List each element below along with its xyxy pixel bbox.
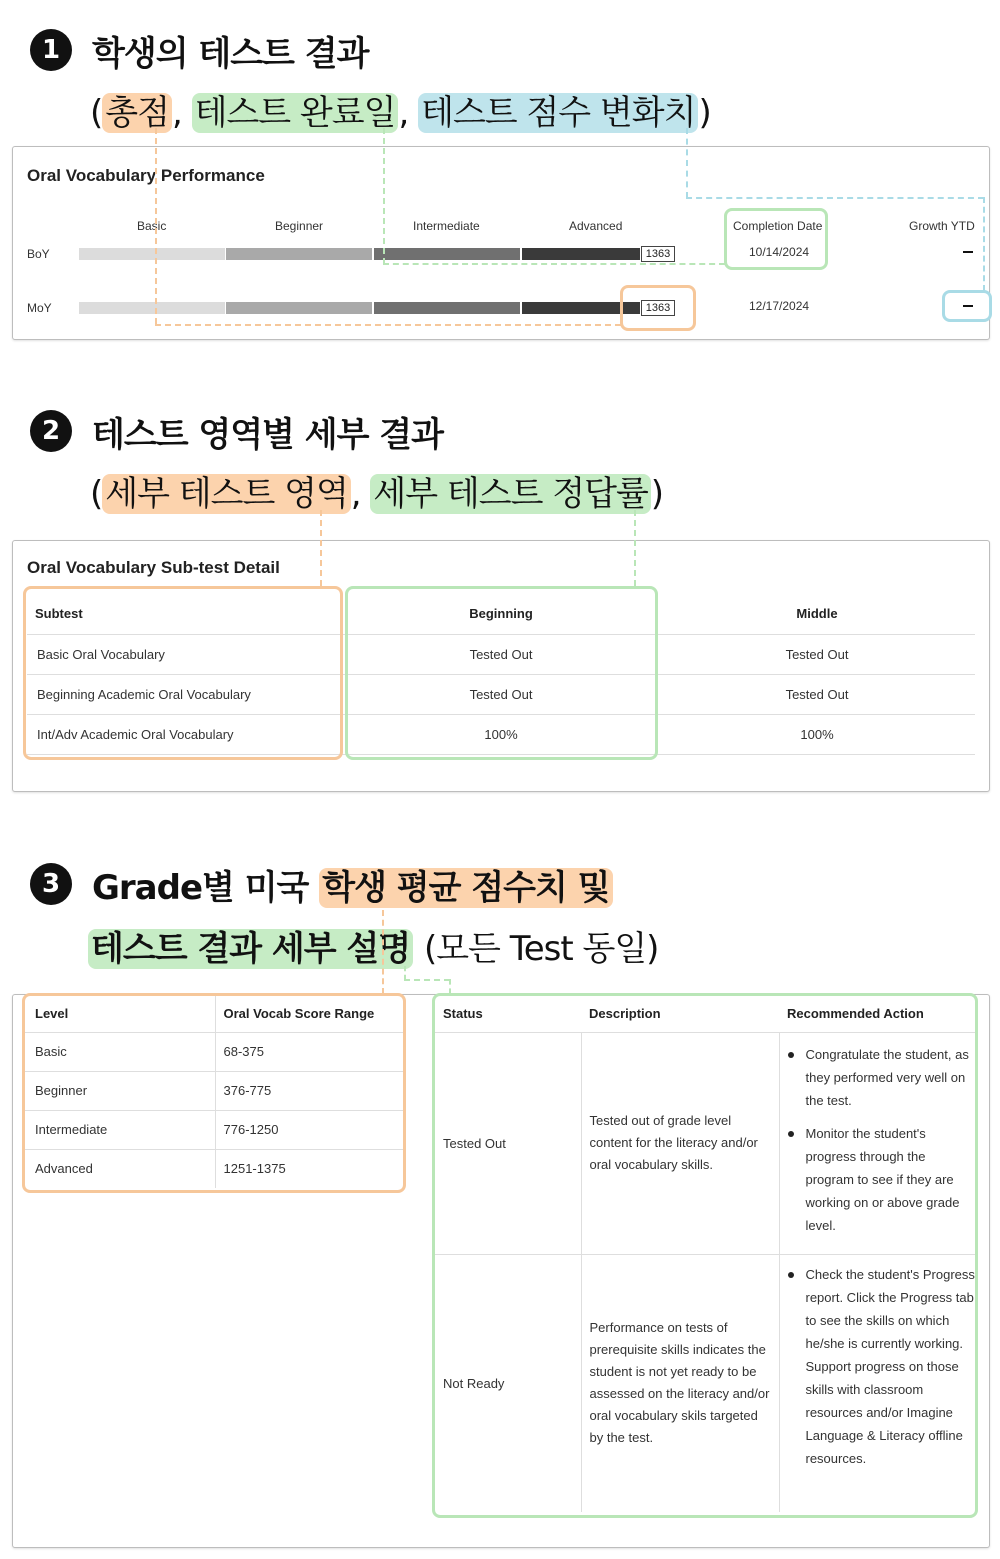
bar-segment-beginner bbox=[226, 248, 372, 260]
bar-segment-beginner bbox=[226, 302, 372, 314]
bar-segment-advanced bbox=[522, 302, 640, 314]
recommended-action bbox=[779, 1254, 975, 1512]
section-1-subtitle bbox=[90, 85, 711, 134]
subtest-middle-result: Tested Out bbox=[785, 646, 849, 662]
bar-segment-advanced bbox=[522, 248, 640, 260]
subtest-panel bbox=[12, 540, 990, 792]
row-label-boy: BoY bbox=[27, 247, 50, 261]
status-description: Tested out of grade level content for the literacy and/or oral vocabulary skills. bbox=[581, 1032, 779, 1254]
header-recommended-action: Recommended Action bbox=[787, 1006, 924, 1022]
section-3-title-prefix: Grade별 미국 bbox=[92, 868, 320, 908]
performance-title: Oral Vocabulary Performance bbox=[27, 166, 265, 185]
bar-segment-intermediate bbox=[374, 248, 520, 260]
subtest-beginning-result: 100% bbox=[484, 726, 518, 742]
highlight-grade-average: 학생 평균 점수치 및 bbox=[319, 868, 612, 908]
bar-segment-basic bbox=[79, 248, 225, 260]
highlight-score-change: 테스트 점수 변화치 bbox=[418, 93, 698, 133]
subtest-beginning-result: Tested Out bbox=[469, 646, 533, 662]
paren-close: ) bbox=[698, 93, 711, 133]
level-label-intermediate: Intermediate bbox=[413, 219, 480, 233]
highlight-subtest-area: 세부 테스트 영역 bbox=[102, 474, 351, 514]
section-1-title: 학생의 테스트 결과 bbox=[92, 34, 369, 74]
level-label-beginner: Beginner bbox=[275, 219, 324, 233]
connector-line bbox=[449, 979, 451, 994]
table-row bbox=[25, 1071, 403, 1110]
subtest-middle-result: 100% bbox=[800, 726, 834, 742]
action-list bbox=[780, 1263, 976, 1470]
status-value: Not Ready bbox=[435, 1254, 581, 1512]
subtest-name: Beginning Academic Oral Vocabulary bbox=[37, 686, 251, 702]
highlight-result-description: 테스트 결과 세부 설명 bbox=[88, 929, 413, 969]
header-score-range: Oral Vocab Score Range bbox=[223, 1006, 375, 1022]
subtest-name: Int/Adv Academic Oral Vocabulary bbox=[37, 726, 234, 742]
section-1-number: 1 bbox=[30, 29, 72, 71]
level-range: 1251-1375 bbox=[223, 1161, 286, 1177]
row-label-moy: MoY bbox=[27, 301, 52, 315]
header-level: Level bbox=[25, 996, 215, 1032]
header-description: Description bbox=[589, 1006, 661, 1022]
paren-open: ( bbox=[90, 474, 103, 514]
table-row bbox=[27, 634, 975, 674]
comma: , bbox=[171, 93, 182, 133]
highlight-subtest-rate: 세부 테스트 정답률 bbox=[370, 474, 650, 514]
table-row bbox=[25, 1110, 403, 1149]
level-range: 376-775 bbox=[223, 1083, 272, 1098]
table-row bbox=[25, 1032, 403, 1071]
highlight-total-score: 총점 bbox=[102, 93, 172, 133]
table-row bbox=[27, 714, 975, 754]
header-beginning: Beginning bbox=[469, 606, 533, 622]
level-name: Basic bbox=[25, 1032, 215, 1071]
highlight-completion-date: 테스트 완료일 bbox=[192, 93, 399, 133]
comma: , bbox=[350, 474, 361, 514]
level-range: 68-375 bbox=[223, 1044, 264, 1059]
boy-growth-dash bbox=[963, 251, 973, 253]
section-2-subtitle bbox=[90, 466, 663, 515]
completion-date-header: Completion Date bbox=[733, 219, 823, 233]
growth-ytd-header: Growth YTD bbox=[909, 219, 975, 233]
section-3-note: (모든 Test 동일) bbox=[423, 929, 659, 969]
table-row bbox=[25, 1149, 403, 1188]
recommended-action bbox=[779, 1032, 975, 1254]
bar-segment-intermediate bbox=[374, 302, 520, 314]
paren-close: ) bbox=[650, 474, 664, 514]
level-label-basic: Basic bbox=[137, 219, 167, 233]
level-range: 776-1250 bbox=[223, 1122, 279, 1137]
section-3-title bbox=[92, 860, 613, 909]
section-2-title: 테스트 영역별 세부 결과 bbox=[92, 415, 443, 455]
table-header-row bbox=[25, 996, 403, 1032]
section-3-line2 bbox=[88, 921, 658, 970]
subtest-beginning-result: Tested Out bbox=[469, 686, 533, 702]
moy-completion-date: 12/17/2024 bbox=[749, 299, 810, 313]
section-2-number: 2 bbox=[30, 410, 72, 452]
level-range-table bbox=[25, 996, 403, 1188]
moy-score-box: 1363 bbox=[641, 300, 675, 316]
header-middle: Middle bbox=[796, 606, 838, 622]
table-header-row bbox=[435, 996, 975, 1032]
table-row bbox=[435, 1032, 975, 1254]
header-status: Status bbox=[443, 1006, 483, 1022]
status-value: Tested Out bbox=[435, 1032, 581, 1254]
action-item: Monitor the student's progress through the program to see if they are working on or above grade level. bbox=[780, 1122, 976, 1237]
subtest-table bbox=[27, 594, 975, 755]
paren-open: ( bbox=[90, 93, 103, 133]
subtest-title: Oral Vocabulary Sub-test Detail bbox=[27, 558, 280, 577]
comma: , bbox=[398, 93, 409, 133]
boy-completion-date: 10/14/2024 bbox=[749, 245, 810, 259]
performance-panel bbox=[12, 146, 990, 340]
bar-segment-basic bbox=[79, 302, 225, 314]
moy-growth-dash bbox=[963, 305, 973, 307]
level-name: Intermediate bbox=[25, 1110, 215, 1149]
table-row bbox=[435, 1254, 975, 1512]
action-list bbox=[780, 1043, 976, 1237]
status-table bbox=[435, 996, 975, 1512]
table-header-row bbox=[27, 594, 975, 634]
action-item: Congratulate the student, as they performed very well on the test. bbox=[780, 1043, 976, 1112]
status-description: Performance on tests of prerequisite skills indicates the student is not yet ready to be assessed on the literacy and/or oral vocabulary skils targeted by the test. bbox=[581, 1254, 779, 1512]
level-label-advanced: Advanced bbox=[569, 219, 623, 233]
boy-score-box: 1363 bbox=[641, 246, 675, 262]
section-3-number: 3 bbox=[30, 863, 72, 905]
subtest-name: Basic Oral Vocabulary bbox=[37, 646, 165, 662]
header-subtest: Subtest bbox=[35, 606, 83, 622]
table-row bbox=[27, 674, 975, 714]
level-name: Beginner bbox=[25, 1071, 215, 1110]
connector-line bbox=[404, 979, 450, 981]
level-name: Advanced bbox=[25, 1149, 215, 1188]
action-item: Check the student's Progress report. Click the Progress tab to see the skills on which he/she is currently working. Support progress on those skills with classroom resources and/or Imagine Language & Literacy offline resources. bbox=[780, 1263, 976, 1470]
subtest-middle-result: Tested Out bbox=[785, 686, 849, 702]
